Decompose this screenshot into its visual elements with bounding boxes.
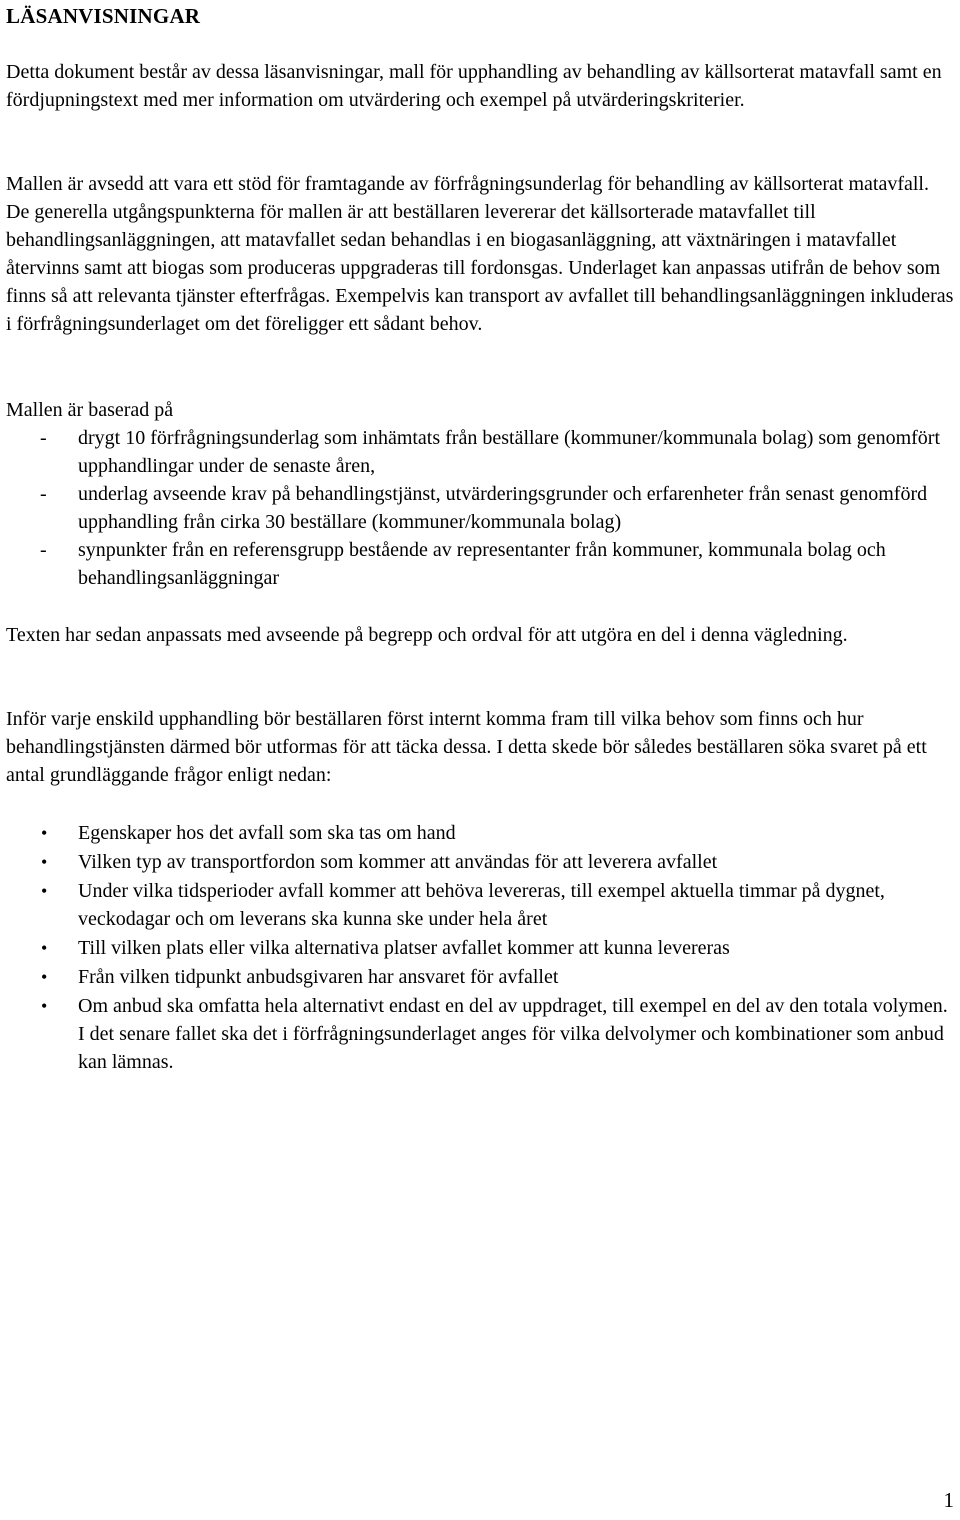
list-item: [6, 819, 956, 847]
page-title: LÄSANVISNINGAR: [6, 4, 201, 28]
list-item: [6, 848, 956, 876]
list-item-text: Egenskaper hos det avfall som ska tas om hand: [78, 822, 456, 844]
bullet-marker: •: [41, 967, 48, 987]
bullet-marker: •: [41, 881, 48, 901]
intro-paragraph: Detta dokument består av dessa läsanvisningar, mall för upphandling av behandling av källsorterat matavfall samt en fördjupningstext med mer information om utvärdering och exempel på utvärderingskriterier.: [6, 61, 942, 111]
list-item-text: Vilken typ av transportfordon som kommer att användas för att leverera avfallet: [78, 851, 718, 873]
before-procurement-paragraph: Inför varje enskild upphandling bör beställaren först internt komma fram till vilka behov som finns och hur behandlingstjänsten därmed bör utformas för att täcka dessa. I detta skede bör således beställaren söka svaret på ett antal grundläggande frågor enligt nedan:: [6, 708, 927, 786]
bullet-marker: •: [41, 823, 48, 843]
list-item-text: synpunkter från en referensgrupp bestående av representanter från kommuner, kommunala bolag och behandlingsanläggningar: [78, 539, 886, 589]
purpose-paragraph: Mallen är avsedd att vara ett stöd för framtagande av förfrågningsunderlag för behandling av källsorterat matavfall. De generella utgångspunkterna för mallen är att beställaren levererar det källsorterade matavfallet till behandlingsanläggningen, att matavfallet sedan behandlas i en biogasanläggning, att växtnäringen i matavfallet återvinns samt att biogas som produceras uppgraderas till fordonsgas. Underlaget kan anpassas utifrån de behov som finns så att relevanta tjänster efterfrågas. Exempelvis kan transport av avfallet till behandlingsanläggningen inkluderas i förfrågningsunderlaget om det föreligger ett sådant behov.: [6, 173, 954, 335]
questions-list: [6, 819, 956, 1077]
list-item-text: Under vilka tidsperioder avfall kommer att behöva levereras, till exempel aktuella timmar på dygnet, veckodagar och om leverans ska kunna ske under hela året: [78, 880, 885, 930]
dash-marker: -: [40, 483, 47, 505]
dash-marker: -: [40, 427, 47, 449]
list-item-text: drygt 10 förfrågningsunderlag som inhämtats från beställare (kommuner/kommunala bolag) som genomfört upphandlingar under de senaste åren,: [78, 427, 941, 477]
adapted-paragraph: Texten har sedan anpassats med avseende på begrepp och ordval för att utgöra en del i denna vägledning.: [6, 624, 848, 646]
list-item-text: Till vilken plats eller vilka alternativa platser avfallet kommer att kunna levereras: [78, 937, 730, 959]
list-item: [6, 480, 956, 536]
list-item: [6, 934, 956, 962]
list-item: [6, 424, 956, 480]
list-item: [6, 963, 956, 991]
list-item-text: Från vilken tidpunkt anbudsgivaren har ansvaret för avfallet: [78, 966, 559, 988]
page-number: 1: [943, 1488, 954, 1512]
list-item: [6, 877, 956, 933]
based-on-list: [6, 424, 956, 592]
based-on-heading: Mallen är baserad på: [6, 399, 174, 421]
list-item-text: underlag avseende krav på behandlingstjänst, utvärderingsgrunder och erfarenheter från senast genomförd upphandling från cirka 30 beställare (kommuner/kommunala bolag): [78, 483, 928, 533]
bullet-marker: •: [41, 996, 48, 1016]
list-item: [6, 536, 956, 592]
dash-marker: -: [40, 539, 47, 561]
bullet-marker: •: [41, 938, 48, 958]
bullet-marker: •: [41, 852, 48, 872]
list-item: [6, 992, 956, 1076]
list-item-text: Om anbud ska omfatta hela alternativt endast en del av uppdraget, till exempel en del av den totala volymen. I det senare fallet ska det i förfrågningsunderlaget anges för vilka delvolymer och kombinationer som anbud kan lämnas.: [78, 995, 948, 1073]
